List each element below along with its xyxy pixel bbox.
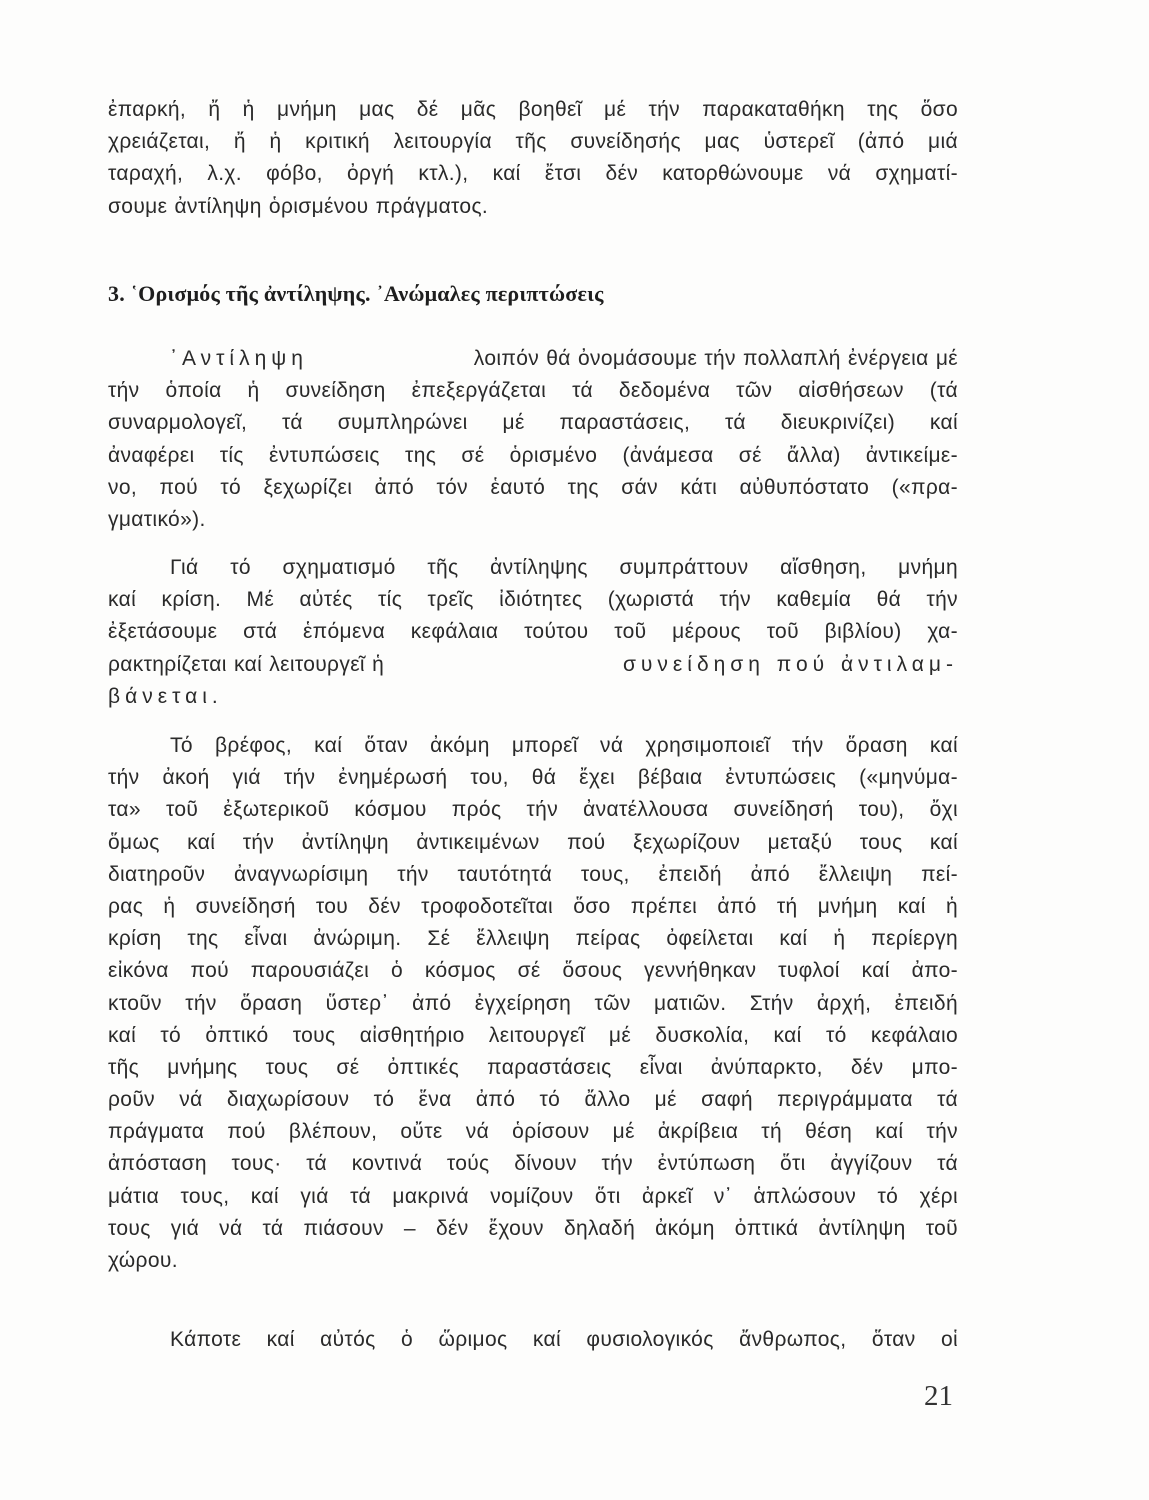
text-line: Γιά τό σχηματισμό τῆς ἀντίληψης συμπράττουν αἴσθηση, μνήμη xyxy=(170,556,958,579)
text-line: χώρου. xyxy=(108,1249,178,1272)
text-line: ροῦν νά διαχωρίσουν τό ἕνα ἀπό τό ἄλλο μέ σαφή περιγράμματα τά xyxy=(108,1088,958,1112)
text-line: νο, πού τό ξεχωρίζει ἀπό τόν ἑαυτό της σάν κάτι αὐθυπόστατο («πρα- xyxy=(108,475,958,499)
text-line: καί τό ὀπτικό τους αἰσθητήριο λειτουργεῖ μέ δυσκολία, καί τό κεφάλαιο xyxy=(108,1023,958,1047)
text-line: διατηροῦν ἀναγνωρίσιμη τήν ταυτότητά τους, ἐπειδή ἀπό ἔλλειψη πεί- xyxy=(108,862,958,886)
text-line: ταραχή, λ.χ. φόβο, ὀργή κτλ.), καί ἔτσι δέν κατορθώνουμε νά σχηματί- xyxy=(108,162,958,186)
paragraph-formation xyxy=(108,552,958,713)
text-line: χρειάζεται, ἤ ἡ κριτική λειτουργία τῆς συνείδησής μας ὑστερεῖ (ἀπό μιά xyxy=(108,130,958,154)
text-line: τήν ὁποία ἡ συνείδηση ἐπεξεργάζεται τά δεδομένα τῶν αἰσθήσεων (τά xyxy=(108,379,958,403)
text-line: Κάποτε καί αὐτός ὁ ὥριμος καί φυσιολογικός ἄνθρωπος, ὅταν οἱ xyxy=(170,1328,958,1351)
text-fragment: ρακτηρίζεται καί λειτουργεῖ ἡ xyxy=(108,652,385,676)
spaced-term: ᾿Αντίληψη xyxy=(170,347,308,370)
text-line: τήν ἀκοή γιά τήν ἐνημέρωσή του, θά ἔχει βέβαια ἐντυπώσεις («μηνύμα- xyxy=(108,766,958,790)
text-line: κρίση της εἶναι ἀνώριμη. Σέ ἔλλειψη πείρας ὀφείλεται καί ἡ περίεργη xyxy=(108,927,958,951)
paragraph-infant xyxy=(108,730,958,1277)
text-fragment: λοιπόν θά ὀνομάσουμε τήν πολλαπλή ἐνέργεια μέ xyxy=(473,347,958,370)
paragraph-definition xyxy=(108,343,958,536)
text-line: ὅμως καί τήν ἀντίληψη ἀντικειμένων πού ξεχωρίζουν μεταξύ τους καί xyxy=(108,830,958,854)
text-line: ἐπαρκή, ἤ ἡ μνήμη μας δέ μᾶς βοηθεῖ μέ τήν παρακαταθήκη της ὅσο xyxy=(108,98,958,121)
text-line: ἀναφέρει τίς ἐντυπώσεις της σέ ὁρισμένο (ἀνάμεσα σέ ἄλλα) ἀντικείμε- xyxy=(108,443,958,467)
text-line: τῆς μνήμης τους σέ ὀπτικές παραστάσεις εἶναι ἀνύπαρκτο, δέν μπο- xyxy=(108,1055,958,1079)
text-line: ἀπόσταση τους· τά κοντινά τούς δίνουν τήν ἐντύπωση ὅτι ἀγγίζουν τά xyxy=(108,1152,958,1176)
section-heading: 3. ῾Ορισμός τῆς ἀντίληψης. ᾿Ανώμαλες περιπτώσεις xyxy=(108,281,604,306)
text-line: βάνεται. xyxy=(108,684,223,708)
text-line xyxy=(108,343,958,375)
text-line: μάτια τους, καί γιά τά μακρινά νομίζουν ὅτι ἀρκεῖ ν᾿ ἁπλώσουν τό χέρι xyxy=(108,1184,958,1208)
text-line: πράγματα πού βλέπουν, οὔτε νά ὁρίσουν μέ ἀκρίβεια τή θέση καί τήν xyxy=(108,1120,958,1144)
text-line: γματικό»). xyxy=(108,507,206,531)
text-line: εἰκόνα πού παρουσιάζει ὁ κόσμος σέ ὅσους γεννήθηκαν τυφλοί καί ἀπο- xyxy=(108,959,958,983)
text-line: ρας ἡ συνείδησή του δέν τροφοδοτεῖται ὅσο πρέπει ἀπό τή μνήμη καί ἡ xyxy=(108,894,958,918)
text-line: σουμε ἀντίληψη ὁρισμένου πράγματος. xyxy=(108,194,489,218)
text-line: καί κρίση. Μέ αὐτές τίς τρεῖς ἰδιότητες (χωριστά τήν καθεμία θά τήν xyxy=(108,588,958,612)
paragraph-intro xyxy=(108,94,958,223)
text-line: συναρμολογεῖ, τά συμπληρώνει μέ παραστάσεις, τά διευκρινίζει) καί xyxy=(108,411,958,435)
paragraph-adult xyxy=(108,1324,958,1356)
page-number: 21 xyxy=(924,1380,953,1412)
text-line: τα» τοῦ ἐξωτερικοῦ κόσμου πρός τήν ἀνατέλλουσα συνείδησή του), ὄχι xyxy=(108,798,958,822)
text-line: Τό βρέφος, καί ὅταν ἀκόμη μπορεῖ νά χρησιμοποιεῖ τήν ὅραση καί xyxy=(170,734,958,757)
spaced-text: συνείδηση πού ἀντιλαμ- xyxy=(622,652,958,676)
text-line: ἐξετάσουμε στά ἑπόμενα κεφάλαια τούτου τοῦ μέρους τοῦ βιβλίου) χα- xyxy=(108,620,958,644)
text-line: τους γιά νά τά πιάσουν – δέν ἔχουν δηλαδή ἀκόμη ὀπτικά ἀντίληψη τοῦ xyxy=(108,1216,958,1240)
text-line xyxy=(108,649,958,681)
text-line: κτοῦν τήν ὅραση ὕστερ᾿ ἀπό ἐγχείρηση τῶν ματιῶν. Στήν ἀρχή, ἐπειδή xyxy=(108,991,958,1015)
